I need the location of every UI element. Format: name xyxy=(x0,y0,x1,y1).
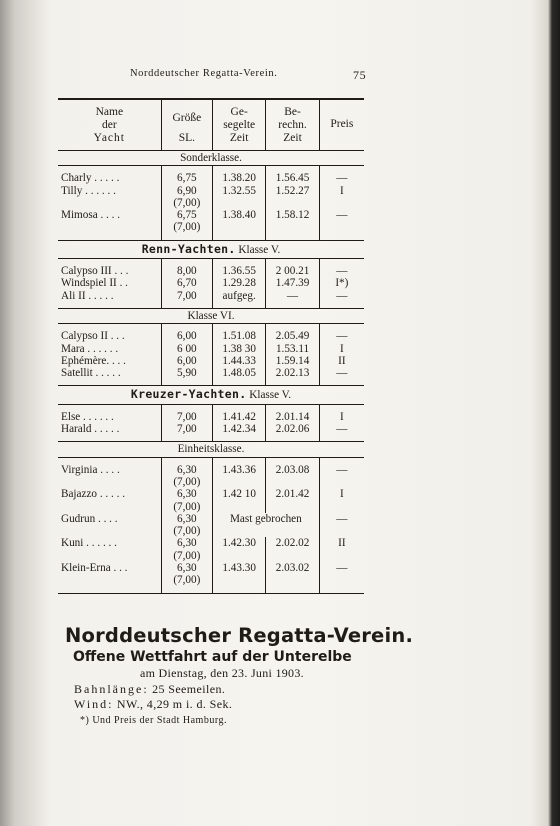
prize: I*) xyxy=(319,277,364,289)
table-row xyxy=(58,355,364,367)
prize: I xyxy=(319,185,364,210)
calculated-time: 1.53.11 xyxy=(266,343,319,355)
yacht-name: Bajazzo . . . . . xyxy=(61,488,125,501)
size-corrected: (7,00) xyxy=(173,221,201,234)
prize: — xyxy=(319,172,364,184)
yacht-size xyxy=(161,355,212,367)
size-value: 7,00 xyxy=(177,423,197,436)
calculated-time: 2.02.02 xyxy=(266,537,319,562)
section-label xyxy=(58,240,364,258)
sailed-time: 1.29.28 xyxy=(213,277,266,289)
event-subtitle: Offene Wettfahrt auf der Unterelbe xyxy=(73,649,352,665)
sailed-time: 1.41.42 xyxy=(213,411,266,423)
yacht-name: Tilly . . . . . . xyxy=(61,184,116,197)
yacht-size xyxy=(161,464,212,489)
remark-merged: Mast gebrochen xyxy=(213,513,320,538)
yacht-name: Gudrun . . . . xyxy=(61,512,118,525)
size-corrected: (7,00) xyxy=(173,525,201,538)
size-value: 7,00 xyxy=(177,289,197,302)
yacht-size xyxy=(161,277,212,289)
size-value: 6,75 xyxy=(177,209,197,222)
col-size-header: Größe SL. xyxy=(161,99,212,151)
prize: I xyxy=(319,488,364,513)
prize: — xyxy=(319,423,364,435)
header-title: Norddeutscher Regatta-Verein. xyxy=(130,68,278,79)
yacht-size xyxy=(161,209,212,234)
section-class-label: Einheitsklasse. xyxy=(177,443,245,456)
calculated-time: 1.56.45 xyxy=(266,172,319,184)
table-header-row xyxy=(58,99,364,151)
yacht-name: Windspiel II . . xyxy=(61,277,128,290)
size-value: 6,30 xyxy=(177,488,197,501)
results-body xyxy=(58,151,364,594)
calculated-time: 1.58.12 xyxy=(266,209,319,234)
prize: — xyxy=(319,209,364,234)
section-header-row xyxy=(58,308,364,323)
table-row xyxy=(58,172,364,184)
results-table xyxy=(58,98,364,594)
section-class-label: Klasse V. xyxy=(249,389,292,402)
col-calc-time-header: Be- rechn. Zeit xyxy=(266,99,319,151)
prize: II xyxy=(319,355,364,367)
table-row xyxy=(58,488,364,513)
wind-label: Wind: xyxy=(74,697,114,711)
sailed-time: aufgeg. xyxy=(213,290,266,302)
calculated-time: 2.03.08 xyxy=(266,464,319,489)
table-row xyxy=(58,343,364,355)
spacer-row xyxy=(58,587,364,594)
wind-line xyxy=(74,697,232,712)
col-name-header: Name der Yacht xyxy=(58,99,161,151)
section-class-label: Sonderklasse. xyxy=(180,152,242,164)
table-row xyxy=(58,209,364,234)
calculated-time: 1.47.39 xyxy=(266,277,319,289)
prize: II xyxy=(319,537,364,562)
event-date: am Dienstag, den 23. Juni 1903. xyxy=(140,666,304,680)
table-row xyxy=(58,513,364,538)
yacht-size xyxy=(161,265,212,277)
yacht-size xyxy=(161,290,212,302)
section-header-row xyxy=(58,442,364,457)
size-value: 6,75 xyxy=(177,172,197,185)
calculated-time: — xyxy=(266,290,319,302)
footnote: *) Und Preis der Stadt Hamburg. xyxy=(80,715,227,726)
section-label xyxy=(58,442,364,457)
sailed-time: 1.38.20 xyxy=(213,172,266,184)
section-bold-label: Kreuzer-Yachten. xyxy=(130,387,247,402)
yacht-name: Klein-Erna . . . xyxy=(61,562,128,575)
sailed-time: 1.43.36 xyxy=(213,464,266,489)
section-label xyxy=(58,151,364,166)
size-corrected: (7,00) xyxy=(173,574,201,587)
sailed-time: 1.38 30 xyxy=(213,343,266,355)
yacht-name: Else . . . . . . xyxy=(61,410,114,423)
yacht-size xyxy=(161,423,212,435)
section-class-label: Klasse V. xyxy=(238,243,281,256)
running-header xyxy=(0,68,560,84)
size-value: 6,00 xyxy=(177,354,197,367)
sailed-time: 1.38.40 xyxy=(213,209,266,234)
sailed-time: 1.42.30 xyxy=(213,537,266,562)
size-value: 6,30 xyxy=(177,463,197,476)
size-corrected: (7,00) xyxy=(173,196,201,209)
page-number: 75 xyxy=(353,68,367,82)
prize: — xyxy=(319,562,364,587)
sailed-time: 1.42 10 xyxy=(213,488,266,513)
section-class-label: Klasse VI. xyxy=(187,309,235,322)
sailed-time: 1.48.05 xyxy=(213,367,266,379)
yacht-size xyxy=(161,411,212,423)
yacht-size xyxy=(161,185,212,210)
calculated-time: 2.02.13 xyxy=(266,367,319,379)
size-corrected: (7,00) xyxy=(173,549,201,562)
table-row xyxy=(58,330,364,342)
col-sailed-time-header: Ge- segelte Zeit xyxy=(213,99,266,151)
calculated-time: 2.02.06 xyxy=(266,423,319,435)
size-value: 6,70 xyxy=(177,277,197,290)
course-length-label: Bahnlänge: xyxy=(74,682,149,696)
section-label xyxy=(58,308,364,323)
course-length-line xyxy=(74,682,225,697)
wind-value: NW., 4,29 m i. d. Sek. xyxy=(116,697,233,711)
size-value: 8,00 xyxy=(177,265,197,278)
event-title: Norddeutscher Regatta-Verein. xyxy=(65,624,414,647)
calculated-time: 2.03.02 xyxy=(266,562,319,587)
yacht-name: Mara . . . . . . xyxy=(61,342,119,355)
yacht-name: Mimosa . . . . xyxy=(61,209,121,222)
prize: I xyxy=(319,411,364,423)
table-row xyxy=(58,464,364,489)
calculated-time: 2.01.14 xyxy=(266,411,319,423)
table-row xyxy=(58,423,364,435)
calculated-time: 2.05.49 xyxy=(266,330,319,342)
size-value: 6,90 xyxy=(177,184,197,197)
size-value: 6,30 xyxy=(177,537,197,550)
yacht-name: Charly . . . . . xyxy=(61,172,120,185)
yacht-name: Ali II . . . . . xyxy=(61,289,114,302)
section-bold-label: Renn-Yachten. xyxy=(141,241,236,256)
yacht-size xyxy=(161,343,212,355)
yacht-name: Calypso III . . . xyxy=(61,265,129,278)
yacht-size xyxy=(161,367,212,379)
prize: — xyxy=(319,330,364,342)
sailed-time: 1.42.34 xyxy=(213,423,266,435)
table-row xyxy=(58,367,364,379)
size-value: 5,90 xyxy=(177,367,197,380)
prize: — xyxy=(319,367,364,379)
yacht-size xyxy=(161,537,212,562)
size-corrected: (7,00) xyxy=(173,475,201,488)
prize: — xyxy=(319,265,364,277)
section-header-row xyxy=(58,240,364,258)
size-corrected: (7,00) xyxy=(173,500,201,513)
yacht-name: Calypso II . . . xyxy=(61,330,125,343)
sailed-time: 1.32.55 xyxy=(213,185,266,210)
yacht-size xyxy=(161,330,212,342)
sailed-time: 1.44.33 xyxy=(213,355,266,367)
yacht-name: Kuni . . . . . . xyxy=(61,537,117,550)
calculated-time: 2.01.42 xyxy=(266,488,319,513)
sailed-time: 1.51.08 xyxy=(213,330,266,342)
table-row xyxy=(58,185,364,210)
sailed-time: 1.36.55 xyxy=(213,265,266,277)
section-header-row xyxy=(58,151,364,166)
size-value: 6,00 xyxy=(177,330,197,343)
table-row xyxy=(58,265,364,277)
yacht-name: Ephémère. . . . xyxy=(61,354,126,367)
size-value: 6 00 xyxy=(177,342,197,355)
yacht-name: Virginia . . . . xyxy=(61,463,120,476)
section-header-row xyxy=(58,386,364,404)
table-row xyxy=(58,562,364,587)
yacht-name: Harald . . . . . xyxy=(61,423,120,436)
yacht-size xyxy=(161,172,212,184)
prize: — xyxy=(319,464,364,489)
table-row xyxy=(58,537,364,562)
col-prize-header: Preis xyxy=(319,99,364,151)
table-row xyxy=(58,277,364,289)
size-value: 6,30 xyxy=(177,562,197,575)
prize: — xyxy=(319,290,364,302)
calculated-time: 2 00.21 xyxy=(266,265,319,277)
course-length-value: 25 Seemeilen. xyxy=(152,682,226,696)
table-row xyxy=(58,411,364,423)
calculated-time: 1.52.27 xyxy=(266,185,319,210)
section-label xyxy=(58,386,364,404)
yacht-size xyxy=(161,488,212,513)
size-value: 6,30 xyxy=(177,512,197,525)
calculated-time: 1.59.14 xyxy=(266,355,319,367)
prize: I xyxy=(319,343,364,355)
size-value: 7,00 xyxy=(177,410,197,423)
sailed-time: 1.43.30 xyxy=(213,562,266,587)
yacht-size xyxy=(161,513,212,538)
yacht-name: Satellit . . . . . xyxy=(61,367,121,380)
yacht-size xyxy=(161,562,212,587)
table-row xyxy=(58,290,364,302)
prize: — xyxy=(319,513,364,538)
